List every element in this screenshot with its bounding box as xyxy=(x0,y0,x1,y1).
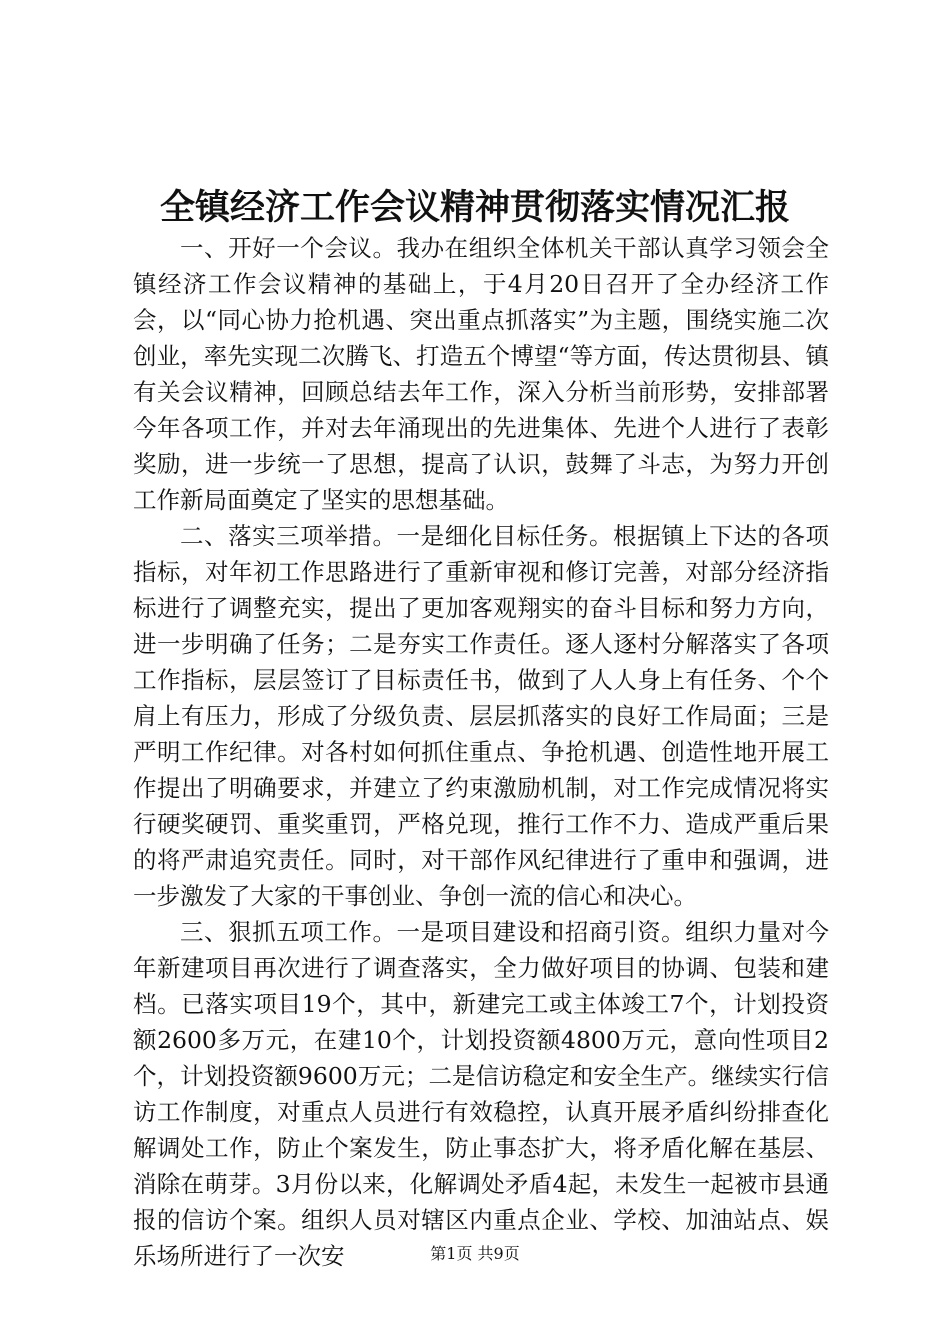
page-number: 第1页 共9页 xyxy=(430,1244,520,1263)
document-body xyxy=(133,230,829,1274)
paragraph-1: 一、开好一个会议。我办在组织全体机关干部认真学习领会全镇经济工作会议精神的基础上，于4月20日召开了全办经济工作会，以“同心协力抢机遇、突出重点抓落实”为主题，围绕实施二次创业，率先实现二次腾飞、打造五个博望“等方面，传达贯彻县、镇有关会议精神，回顾总结去年工作，深入分析当前形势，安排部署今年各项工作，并对去年涌现出的先进集体、先进个人进行了表彰奖励，进一步统一了思想，提高了认识，鼓舞了斗志，为努力开创工作新局面奠定了坚实的思想基础。 xyxy=(133,234,829,514)
document-title: 全镇经济工作会议精神贯彻落实情况汇报 xyxy=(159,187,790,228)
paragraph-2: 二、落实三项举措。一是细化目标任务。根据镇上下达的各项指标，对年初工作思路进行了重新审视和修订完善，对部分经济指标进行了调整充实，提出了更加客观翔实的奋斗目标和努力方向，进一步明确了任务；二是夯实工作责任。逐人逐村分解落实了各项工作指标，层层签订了目标责任书，做到了人人身上有任务、个个肩上有压力，形成了分级负责、层层抓落实的良好工作局面；三是严明工作纪律。对各村如何抓住重点、争抢机遇、创造性地开展工作提出了明确要求，并建立了约束激励机制，对工作完成情况将实行硬奖硬罚、重奖重罚，严格兑现，推行工作不力、造成严重后果的将严肃追究责任。同时，对干部作风纪律进行了重申和强调，进一步激发了大家的干事创业、争创一流的信心和决心。 xyxy=(133,522,829,910)
paragraph-3: 三、狠抓五项工作。一是项目建设和招商引资。组织力量对今年新建项目再次进行了调查落实，全力做好项目的协调、包装和建档。已落实项目19个，其中，新建完工或主体竣工7个，计划投资额2600多万元，在建10个，计划投资额4800万元，意向性项目2个，计划投资额9600万元；二是信访稳定和安全生产。继续实行信访工作制度，对重点人员进行有效稳控，认真开展矛盾纠纷排查化解调处工作，防止个案发生，防止事态扩大，将矛盾化解在基层、消除在萌芽。3月份以来，化解调处矛盾4起，未发生一起被市县通报的信访个案。组织人员对辖区内重点企业、学校、加油站点、娱乐场所进行了一次安 xyxy=(133,918,829,1270)
